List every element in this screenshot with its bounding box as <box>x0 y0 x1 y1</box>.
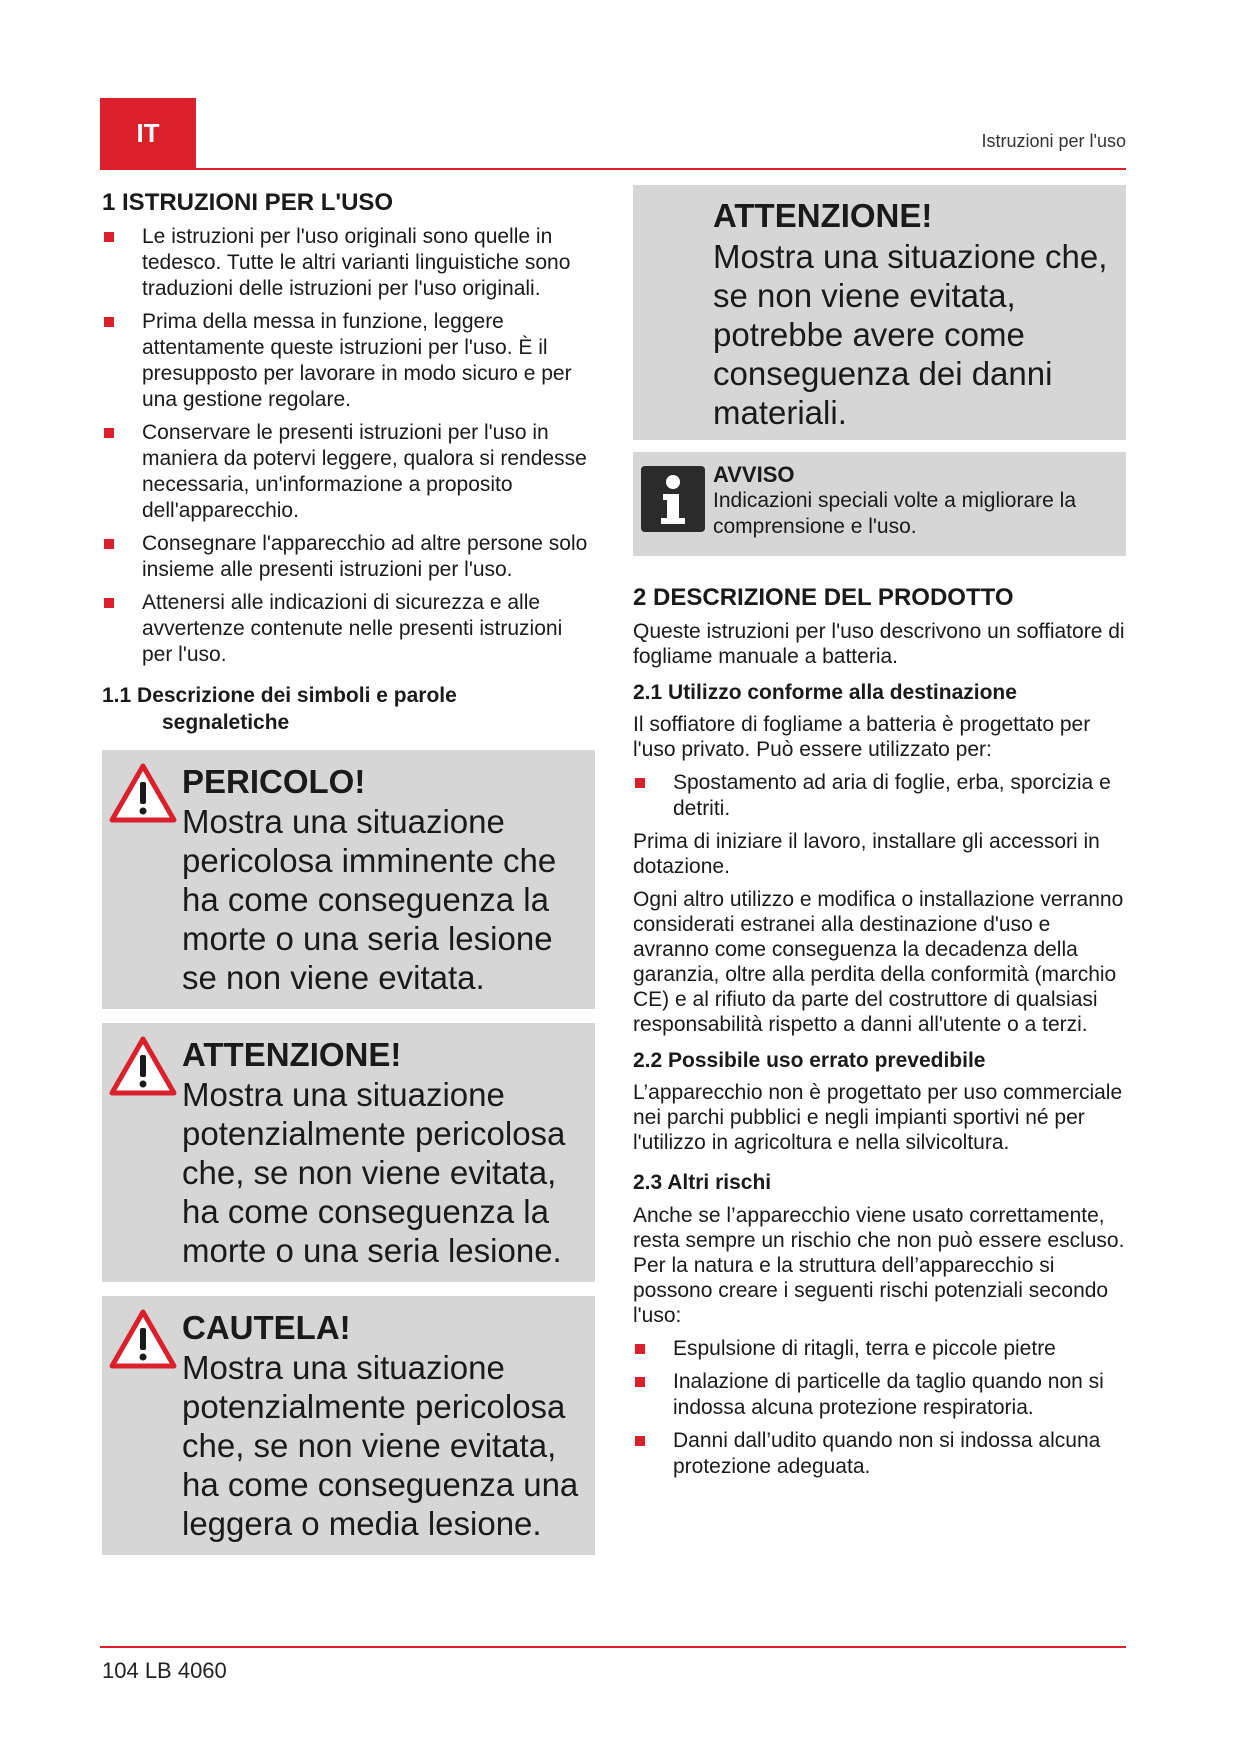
notice-box <box>633 452 1126 556</box>
attention-title: ATTENZIONE! <box>713 197 933 234</box>
warning-text: Mostra una situazione potenzialmente pericolosa che, se non viene evitata, ha come conseguenza la morte o una seria lesione. <box>182 1076 566 1270</box>
subsection-2-2-title: 2.2 Possibile uso errato prevedibile <box>633 1049 986 1073</box>
list-item: Conservare le presenti istruzioni per l'uso in maniera da potervi leggere, qualora si rendesse necessaria, un'informazione a proposito dell'apparecchio. <box>102 420 595 524</box>
section-1-bullets <box>102 224 595 668</box>
subsection-2-1-paragraph: Prima di iniziare il lavoro, installare gli accessori in dotazione. <box>633 830 1100 879</box>
list-item: Consegnare l'apparecchio ad altre persone solo insieme alle presenti istruzioni per l'uso. <box>102 531 595 583</box>
danger-title: PERICOLO! <box>182 763 366 801</box>
subsection-2-1-paragraph: Ogni altro utilizzo e modifica o installazione verranno considerati estranei alla destinazione d'uso e avranno come conseguenza la decadenza della garanzia, oltre alla perdita della conformità (marchio CE) e al rifiuto da parte del costruttore di qualsiasi responsabilità rispetto a danni all'utente o a terzi. <box>633 888 1124 1037</box>
list-item: Espulsione di ritagli, terra e piccole pietre <box>633 1336 1126 1362</box>
header-title: Istruzioni per l'uso <box>981 131 1126 151</box>
warning-title: ATTENZIONE! <box>182 1036 402 1074</box>
bullet-square-icon <box>104 232 114 242</box>
list-item: Inalazione di particelle da taglio quando non si indossa alcuna protezione respiratoria. <box>633 1369 1126 1421</box>
bullet-square-icon <box>635 1377 645 1387</box>
warning-box <box>102 1023 595 1282</box>
right-column <box>633 185 1126 1487</box>
bullet-square-icon <box>104 598 114 608</box>
subsection-2-1-bullets <box>633 770 1126 822</box>
section-1-title: 1 ISTRUZIONI PER L'USO <box>102 189 394 216</box>
caution-box <box>102 1296 595 1555</box>
warning-triangle-icon <box>108 762 178 824</box>
list-item: Le istruzioni per l'uso originali sono quelle in tedesco. Tutte le altri varianti linguistiche sono traduzioni delle istruzioni per l'uso originali. <box>102 224 595 302</box>
list-item: Prima della messa in funzione, leggere attentamente queste istruzioni per l'uso. È il presupposto per lavorare in modo sicuro e per una gestione regolare. <box>102 309 595 413</box>
caution-text: Mostra una situazione potenzialmente pericolosa che, se non viene evitata, ha come conseguenza una leggera o media lesione. <box>182 1349 579 1543</box>
subsection-1-1-title: 1.1 Descrizione dei simboli e parole segnaletiche <box>102 683 457 735</box>
list-item: Danni dall’udito quando non si indossa alcuna protezione adeguata. <box>633 1428 1126 1480</box>
left-column <box>102 185 595 1555</box>
bullet-square-icon <box>104 317 114 327</box>
bullet-square-icon <box>104 428 114 438</box>
danger-box <box>102 750 595 1009</box>
page-number: 104 LB 4060 <box>102 1658 227 1683</box>
danger-text: Mostra una situazione pericolosa imminente che ha come conseguenza la morte o una seria lesione se non viene evitata. <box>182 803 557 997</box>
subsection-2-2-paragraph: L’apparecchio non è progettato per uso commerciale nei parchi pubblici e negli impianti sportivi né per l'utilizzo in agricoltura e nella silvicoltura. <box>633 1081 1123 1155</box>
language-tab: IT <box>100 98 196 168</box>
subsection-2-1-paragraph: Il soffiatore di fogliame a batteria è progettato per l'uso privato. Può essere utilizzato per: <box>633 713 1091 762</box>
warning-triangle-icon <box>108 1308 178 1370</box>
section-2-intro: Queste istruzioni per l'uso descrivono un soffiatore di fogliame manuale a batteria. <box>633 619 1125 668</box>
section-2-title: 2 DESCRIZIONE DEL PRODOTTO <box>633 584 1014 611</box>
subsection-2-3-title: 2.3 Altri rischi <box>633 1171 772 1195</box>
warning-triangle-icon <box>108 1035 178 1097</box>
attention-text: Mostra una situazione che, se non viene evitata, potrebbe avere come conseguenza dei danni materiali. <box>713 238 1108 431</box>
bullet-square-icon <box>104 539 114 549</box>
attention-box <box>633 185 1126 440</box>
list-item: Attenersi alle indicazioni di sicurezza e alle avvertenze contenute nelle presenti istruzioni per l'uso. <box>102 590 595 668</box>
subsection-2-1-title: 2.1 Utilizzo conforme alla destinazione <box>633 680 1017 704</box>
bullet-square-icon <box>635 1344 645 1354</box>
subsection-2-3-bullets <box>633 1336 1126 1480</box>
notice-text: Indicazioni speciali volte a migliorare la comprensione e l'uso. <box>713 489 1077 538</box>
caution-title: CAUTELA! <box>182 1309 351 1347</box>
info-icon <box>641 466 705 532</box>
bullet-square-icon <box>635 1436 645 1446</box>
notice-title: AVVISO <box>713 462 795 487</box>
bullet-square-icon <box>635 778 645 788</box>
list-item: Spostamento ad aria di foglie, erba, sporcizia e detriti. <box>633 770 1126 822</box>
footer-divider <box>100 1646 1126 1648</box>
subsection-2-3-paragraph: Anche se l’apparecchio viene usato correttamente, resta sempre un rischio che non può essere escluso. Per la natura e la struttura dell’apparecchio si possono creare i seguenti rischi potenziali secondo l'uso: <box>633 1203 1125 1327</box>
header-divider <box>100 168 1126 170</box>
